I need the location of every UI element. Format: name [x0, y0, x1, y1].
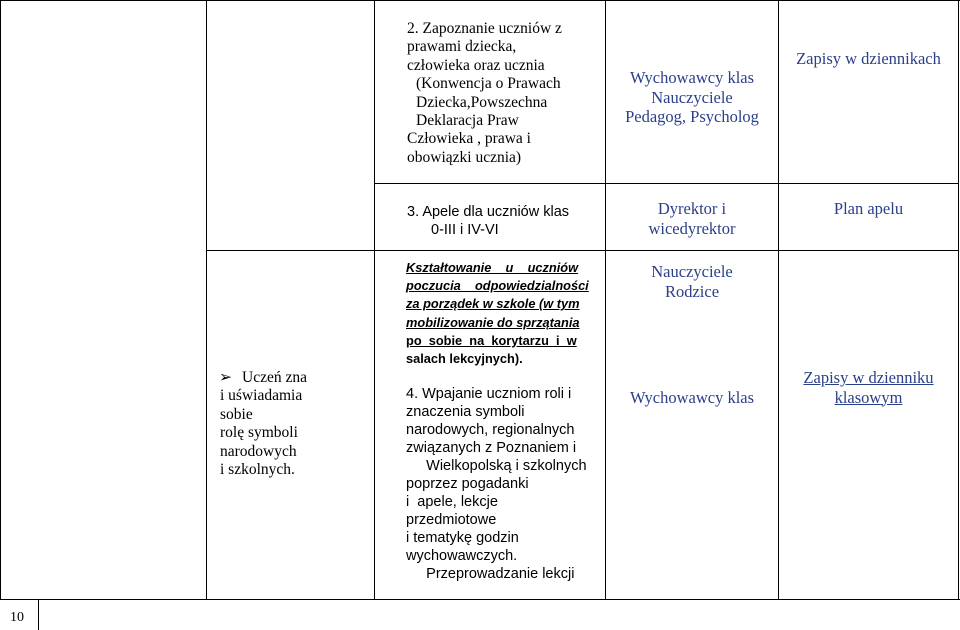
text-line: rolę symboli	[220, 424, 298, 442]
text-line: narodowych	[220, 442, 297, 460]
goal-text	[220, 369, 330, 479]
text-line: Człowieka , prawa i	[407, 130, 531, 148]
text-line: narodowych, regionalnych	[406, 422, 575, 438]
text-line: Zapisy w dziennikach	[796, 49, 941, 68]
text-line: poprzez pogadanki	[406, 476, 529, 492]
row-2-activity	[407, 203, 597, 239]
table-bottom-border	[0, 599, 960, 600]
page-number-box-right	[38, 600, 39, 630]
text-line: wychowawczych.	[406, 548, 518, 564]
column-divider-4	[778, 0, 779, 600]
column-divider-1	[206, 0, 207, 600]
row-1-responsible	[606, 68, 778, 127]
row-1-activity	[407, 20, 597, 167]
row-3-responsible-a	[606, 262, 778, 301]
text-line: Wielkopolską i szkolnych	[406, 458, 587, 474]
row-2-documentation	[779, 199, 958, 219]
text-line: Nauczyciele	[651, 87, 733, 107]
row-3-activity-a	[406, 259, 599, 368]
row-2-responsible	[606, 199, 778, 238]
page-number: 10	[10, 610, 24, 625]
text-line: prawami dziecka,	[407, 38, 517, 56]
text-line: i tematykę godzin	[406, 530, 519, 546]
text-line: sobie	[220, 405, 253, 423]
text-line: i apele, lekcje	[406, 494, 498, 510]
text-line: człowieka oraz ucznia	[407, 56, 545, 74]
text-line: klasowym	[834, 387, 903, 407]
text-line: Nauczyciele	[651, 262, 733, 281]
text-line: Przeprowadzanie lekcji	[406, 566, 575, 582]
row-3-documentation	[779, 368, 958, 407]
text-line: Wychowawcy klas	[629, 68, 755, 87]
row-3-responsible-b	[606, 388, 778, 408]
text-line: Pedagog, Psycholog	[625, 107, 759, 126]
text-line: obowiązki ucznia)	[407, 148, 522, 166]
text-line: Deklaracja Praw	[416, 112, 519, 130]
text-line: Wychowawcy klas	[629, 388, 755, 407]
text-line: Kształtowanie u uczniów	[406, 260, 579, 275]
text-line: związanych z Poznaniem i	[406, 440, 577, 456]
table-right-border	[958, 0, 959, 600]
text-line: Dyrektor i	[657, 199, 727, 218]
row-3-activity-b	[406, 385, 601, 583]
table-left-border	[0, 0, 1, 600]
text-line: Uczeń zna	[242, 369, 307, 386]
row-divider-1	[374, 183, 959, 184]
text-line: poczucia odpowiedzialności	[406, 278, 589, 294]
text-line: salach lekcyjnych).	[406, 351, 523, 367]
text-line: Plan apelu	[833, 199, 904, 218]
text-line: Dziecka,Powszechna	[416, 93, 548, 111]
text-line: i uświadamia	[220, 387, 303, 405]
row-divider-2	[206, 250, 959, 251]
row-1-documentation	[779, 49, 958, 69]
text-line: po sobie na korytarzu i w	[406, 332, 577, 348]
text-line: Zapisy w dzienniku	[803, 368, 934, 387]
text-line: i szkolnych.	[220, 461, 295, 479]
text-line: 0-III i IV-VI	[431, 222, 499, 238]
table-top-border	[0, 0, 960, 1]
text-line: mobilizowanie do sprzątania	[406, 314, 580, 330]
text-line: Rodzice	[664, 281, 720, 301]
text-line: 4. Wpajanie uczniom roli i	[406, 386, 572, 402]
goal-bullet: ➢	[219, 369, 232, 386]
text-line: za porządek w szkole (w tym	[406, 296, 580, 312]
column-divider-2	[374, 0, 375, 600]
text-line: 3. Apele dla uczniów klas	[407, 204, 570, 220]
text-line: wicedyrektor	[648, 218, 736, 238]
text-line: znaczenia symboli	[406, 404, 525, 420]
text-line: 2. Zapoznanie uczniów z	[407, 20, 562, 37]
text-line: przedmiotowe	[406, 512, 497, 528]
text-line: (Konwencja o Prawach	[416, 75, 561, 93]
